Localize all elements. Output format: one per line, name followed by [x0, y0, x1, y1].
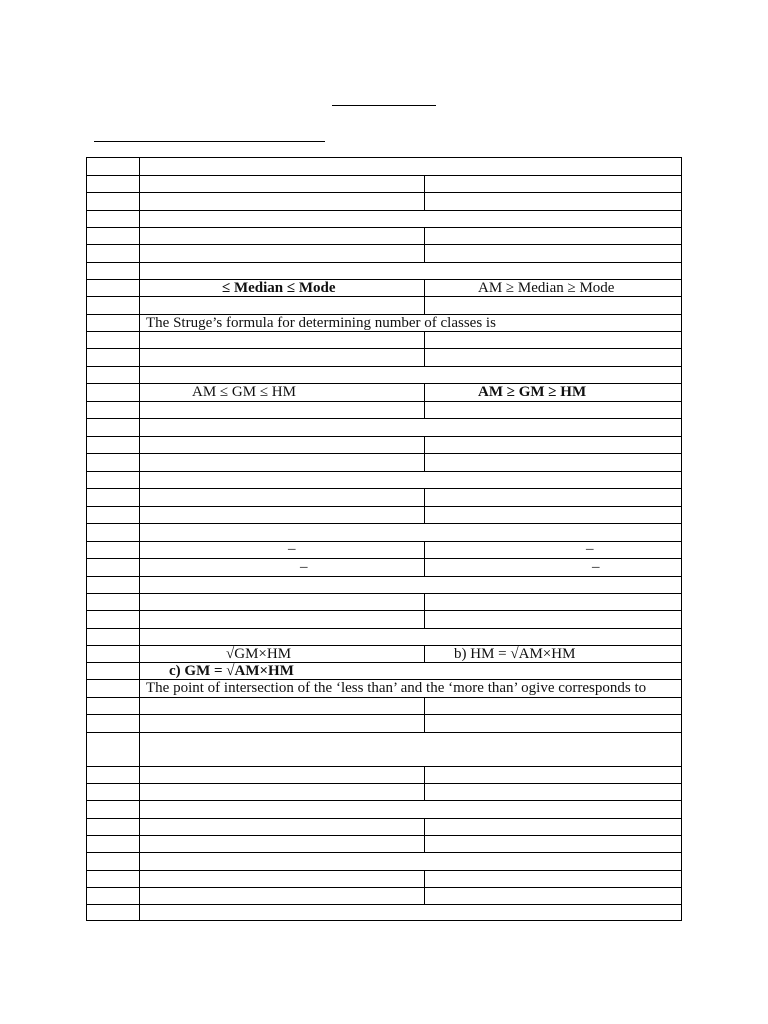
row-line: [87, 800, 681, 801]
row-line: [87, 887, 681, 888]
row-line: [87, 262, 681, 263]
row-line: [87, 471, 681, 472]
row-line: [87, 401, 681, 402]
question-text: The Struge’s formula for determining number of classes is: [146, 315, 496, 331]
row-line: [87, 904, 681, 905]
row-line: [87, 835, 681, 836]
row-line: [87, 175, 681, 176]
row-line: [87, 697, 681, 698]
row-line: [87, 628, 681, 629]
row-line: [87, 383, 681, 384]
row-line: [87, 436, 681, 437]
row-line: [87, 576, 681, 577]
row-line: [87, 331, 681, 332]
title-underline: [332, 105, 436, 106]
row-line: [87, 418, 681, 419]
row-line: [87, 506, 681, 507]
row-line: [87, 732, 681, 733]
section-heading-underline: [94, 141, 325, 142]
row-line: [87, 210, 681, 211]
row-line: [87, 714, 681, 715]
row-line: [87, 296, 681, 297]
number-column-divider: [139, 158, 140, 920]
row-line: [87, 366, 681, 367]
row-line: [87, 244, 681, 245]
row-line: [87, 870, 681, 871]
option-text: –: [288, 541, 296, 557]
row-line: [87, 593, 681, 594]
option-text: –: [586, 541, 594, 557]
row-line: [87, 523, 681, 524]
row-line: [87, 766, 681, 767]
option-text: AM ≥ GM ≥ HM: [478, 384, 587, 400]
option-text: c) GM = √AM×HM: [169, 663, 294, 679]
row-line: [87, 818, 681, 819]
option-text: b) HM = √AM×HM: [454, 646, 576, 662]
row-line: [87, 227, 681, 228]
option-text: AM ≤ GM ≤ HM: [192, 384, 296, 400]
row-line: [87, 783, 681, 784]
row-line: [87, 348, 681, 349]
option-text: –: [592, 559, 600, 575]
question-text: The point of intersection of the ‘less than’ and the ‘more than’ ogive corresponds to: [146, 680, 647, 696]
option-text: ≤ Median ≤ Mode: [222, 280, 336, 296]
question-table: [86, 157, 682, 921]
row-line: [87, 488, 681, 489]
row-line: [87, 192, 681, 193]
row-line: [87, 453, 681, 454]
row-line: [87, 645, 681, 646]
option-divider: [424, 645, 425, 662]
row-line: [87, 610, 681, 611]
option-text: √GM×HM: [226, 646, 292, 662]
row-line: [87, 852, 681, 853]
option-text: AM ≥ Median ≥ Mode: [478, 280, 615, 296]
option-text: –: [300, 559, 308, 575]
